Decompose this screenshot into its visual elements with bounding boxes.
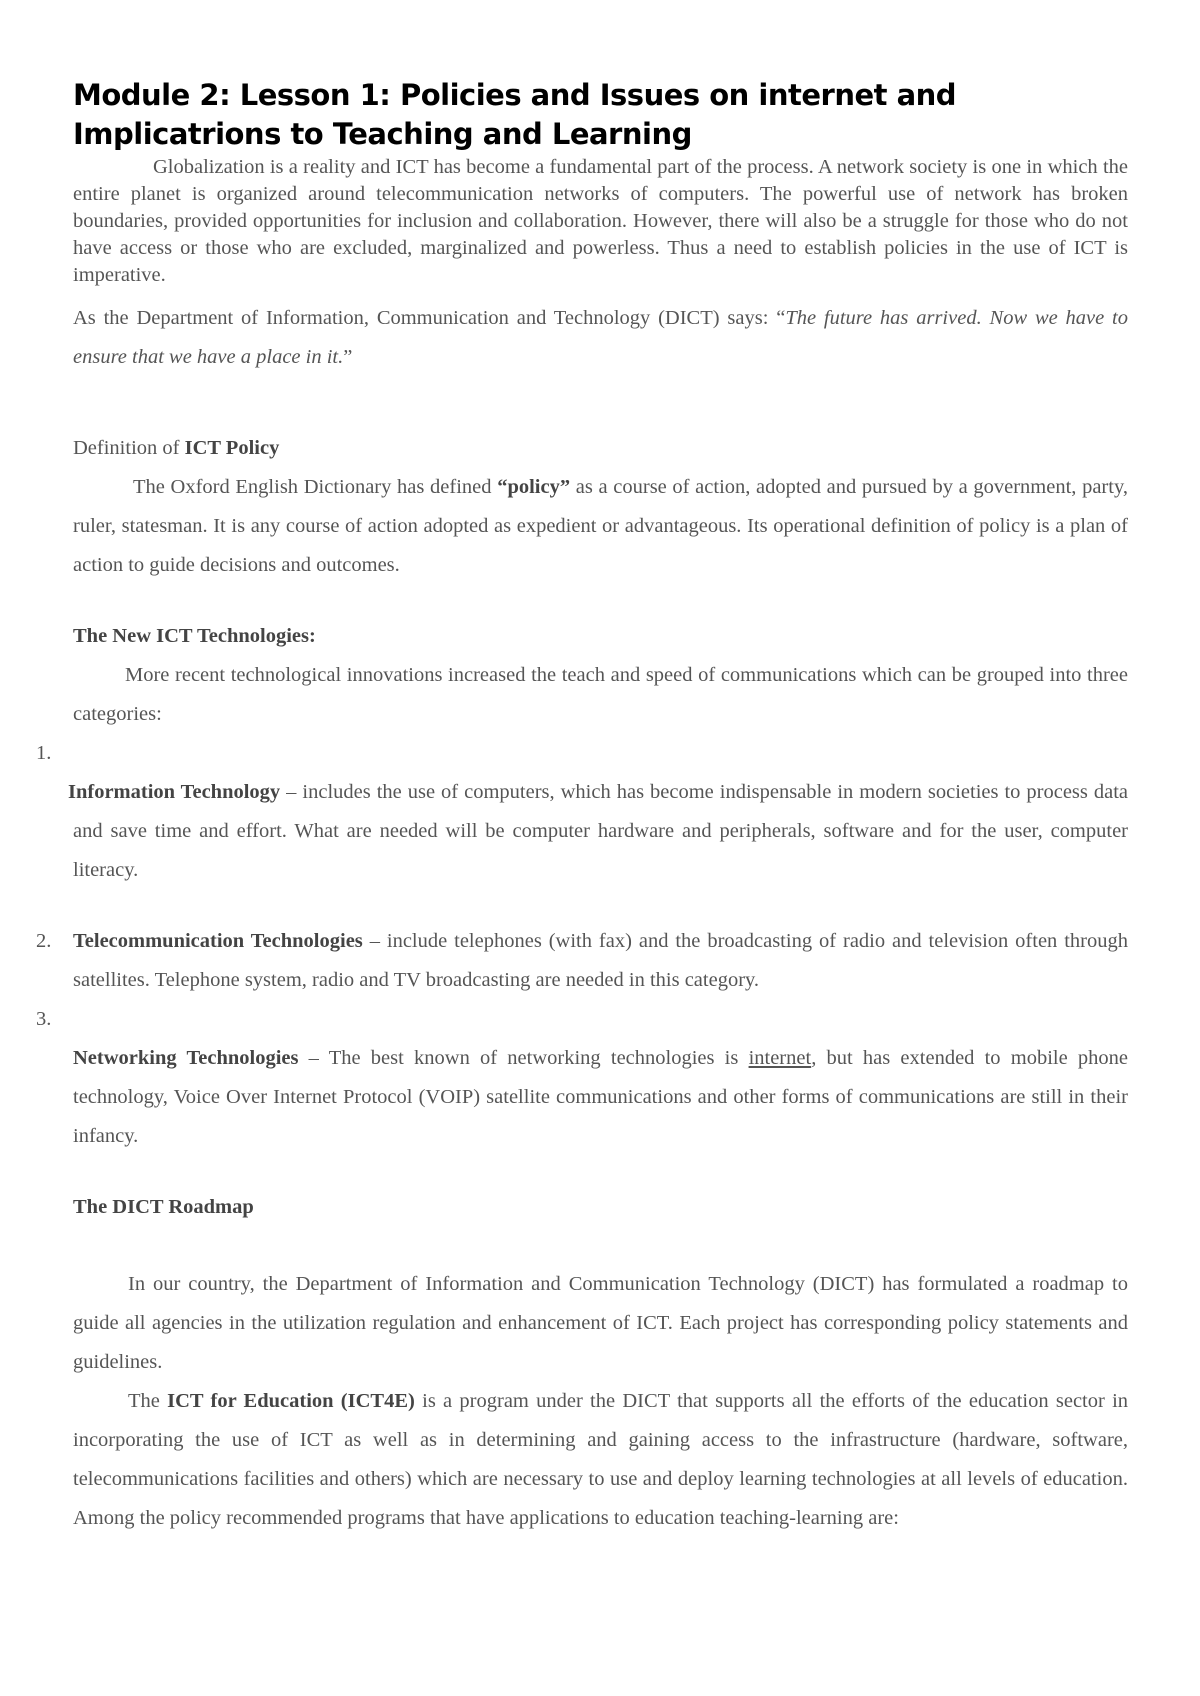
list-item-2-text bbox=[73, 922, 1128, 1000]
definition-text-rest: as a course of action, adopted and pursued by a government, party, ruler, statesman. It is any course of action adopted as expedient or advantageous. Its operational definition of policy is a plan of action to guide decisions and outcomes. bbox=[73, 476, 1129, 576]
new-ict-intro: More recent technological innovations increased the teach and speed of communications which can be grouped into three categories: bbox=[73, 664, 1128, 725]
list-number-3: 3. bbox=[36, 1008, 52, 1030]
list-item-3-desc-a: – The best known of networking technologies is bbox=[298, 1047, 749, 1069]
quote-lead: As the Department of Information, Communication and Technology (DICT) says: “ bbox=[73, 307, 786, 329]
list-number-2: 2. bbox=[36, 930, 52, 952]
list-item-3-term: Networking Technologies bbox=[73, 1047, 299, 1069]
definition-paragraph bbox=[73, 468, 1128, 585]
roadmap-paragraph-2 bbox=[73, 1382, 1128, 1538]
list-item-2-desc: – include telephones (with fax) and the broadcasting of radio and television often through satellites. Telephone system, radio and TV broadcasting are needed in this category. bbox=[73, 930, 1128, 991]
roadmap-p2-bold: ICT for Education (ICT4E) bbox=[167, 1390, 415, 1412]
definition-heading-bold: ICT Policy bbox=[184, 437, 280, 459]
list-item-2 bbox=[36, 922, 1128, 1000]
list-item-1-text bbox=[68, 773, 1129, 890]
definition-text-bold: “policy” bbox=[497, 476, 571, 498]
internet-link[interactable]: internet bbox=[748, 1047, 812, 1069]
list-item-3-text bbox=[73, 1039, 1128, 1156]
list-item-2-term: Telecommunication Technologies bbox=[73, 930, 363, 952]
roadmap-p2-lead: The bbox=[128, 1390, 168, 1412]
list-item-3-desc-b: , but has extended to mobile phone technology, Voice Over Internet Protocol (VOIP) satellite communications and other forms of communications are still in their infancy. bbox=[73, 1047, 1128, 1147]
new-ict-heading: The New ICT Technologies: bbox=[73, 625, 316, 647]
list-item-3 bbox=[36, 1000, 1128, 1156]
definition-heading-plain: Definition of bbox=[73, 437, 185, 459]
list-number-1: 1. bbox=[36, 742, 52, 764]
roadmap-paragraph-1: In our country, the Department of Information and Communication Technology (DICT) has formulated a roadmap to guide all agencies in the utilization regulation and enhancement of ICT. Each project has corresponding policy statements and guidelines. bbox=[73, 1273, 1128, 1373]
page-title: Module 2: Lesson 1: Policies and Issues on internet and Implicatrions to Teaching and Learning bbox=[73, 78, 957, 151]
definition-text-lead: The Oxford English Dictionary has defined bbox=[133, 476, 498, 498]
definition-heading bbox=[73, 429, 1128, 468]
quote-end: ” bbox=[343, 346, 353, 368]
dict-quote-paragraph bbox=[73, 299, 1128, 377]
quote-text: The future has arrived. Now we have to ensure that we have a place in it. bbox=[73, 307, 1129, 368]
roadmap-p2-rest: is a program under the DICT that supports all the efforts of the education sector in incorporating the use of ICT as well as in determining and gaining access to the infrastructure (hardware, software, telecommunications facilities and others) which are necessary to use and deploy learning technologies at all levels of education. Among the policy recommended programs that have applications to education teaching-learning are: bbox=[73, 1390, 1129, 1529]
list-item-1-desc: – includes the use of computers, which has become indispensable in modern societies to process data and save time and effort. What are needed will be computer hardware and peripherals, software and for the user, computer literacy. bbox=[73, 781, 1129, 881]
list-item-1 bbox=[36, 734, 1129, 890]
intro-paragraph: Globalization is a reality and ICT has become a fundamental part of the process. A network society is one in which the entire planet is organized around telecommunication networks of computers. The powerful use of network has broken boundaries, provided opportunities for inclusion and collaboration. However, there will also be a struggle for those who do not have access or those who are excluded, marginalized and powerless. Thus a need to establish policies in the use of ICT is imperative. bbox=[73, 156, 1128, 286]
roadmap-heading: The DICT Roadmap bbox=[73, 1196, 254, 1218]
list-item-1-term: Information Technology bbox=[68, 781, 281, 803]
